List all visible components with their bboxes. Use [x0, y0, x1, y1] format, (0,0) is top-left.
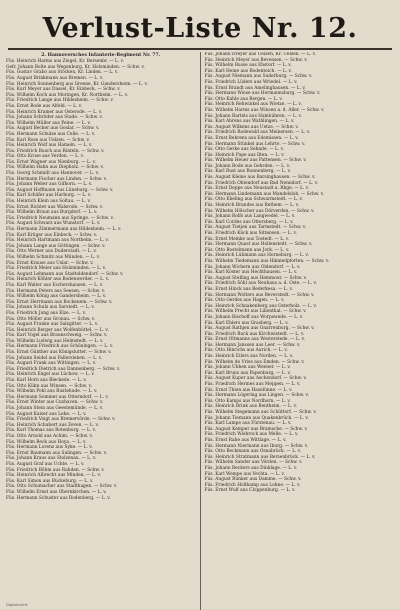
casualty-entry: Füs. Hermann Wiese aus Hermannsburg. — Schw. v. [204, 91, 321, 97]
casualty-entry: Füs. Otto Kühn aus Winsen. — Schw. v. [6, 383, 92, 389]
regiment-heading: 2. Hannoversches Infanterie-Regiment Nr. 77. [41, 53, 161, 58]
casualty-entry: Füs. Ernst Winter aus Cuxhaven. — Schw. v. [6, 400, 104, 406]
casualty-entry: Füs. Heinrich Brink aus Bentheim. — L. v. [204, 404, 298, 410]
casualty-entry: Füs. Johann Schröder aus Stade. — Schw. v. [6, 115, 103, 121]
casualty-entry: Füs. Ernst Bode aus Alfeld. — L. v. [6, 103, 83, 109]
casualty-entry: Füs. Karl Cordes aus Ottersberg. — L. v. [204, 219, 294, 225]
casualty-entry: Füs. Otto Kruse aus Verden. — L. v. [6, 154, 85, 160]
casualty-entry: Füs. Wilhelm de Vries aus Emden. — Schw. v. [204, 359, 305, 365]
casualty-entry: Füs. Hermann Zimmermann aus Hildesheim. — L. v. [6, 227, 122, 233]
casualty-entry: Füs. Friedrich Lange aus Hildesheim. — Schw. v. [6, 98, 114, 104]
casualty-entry: Füs. August Tietjen aus Tarmstedt. — Schw. v. [204, 225, 307, 231]
casualty-entry: Füs. Karl Ehlers aus Grasberg. — L. v. [204, 320, 289, 326]
casualty-entry: Füs. Wilhelm Pohl aus Buxtehude. — L. v. [6, 389, 98, 395]
casualty-entry: Füs. Hermann Niermann aus Iburg. — Schw. v. [204, 443, 309, 449]
casualty-entry: Füs. Johann Wichern aus Oldendorf. — L. v. [204, 264, 301, 270]
casualty-entry: Füs. Otto Möller aus Gronau. — Schw. v. [6, 316, 96, 322]
page-title: Verlust-Liste Nr. 12. [42, 13, 358, 44]
casualty-entry: Füs. Heinrich Klein aus Soltau. — L. v. [6, 199, 91, 205]
casualty-entry: Füs. Heinrich Kramer aus Osterode. — L. v. [6, 109, 103, 115]
title-rule [8, 48, 392, 50]
casualty-entry: Füs. Friedrich Rodewald aus Meinersen. — L. v. [204, 130, 311, 136]
casualty-entry: Füs. Otto Schumacher aus Stadthagen. — Schw. v. [6, 484, 118, 490]
casualty-entry: Füs. Heinrich Wolf aus Hameln. — L. v. [6, 143, 93, 149]
right-column [204, 52, 394, 610]
casualty-entry: Füs. Ernst Baumann aus Sulingen. — Schw. v. [6, 450, 107, 456]
casualty-entry: Füs. Otto Hinrichs aus Aurich. — L. v. [204, 348, 288, 354]
casualty-entry: Füs. Wilhelm Ludwig aus Helmstedt. — L. v. [6, 338, 104, 344]
casualty-entry: Füs. Wilhelm Koch aus Moringen, Kr. Northeim. — L. v. [6, 92, 128, 98]
casualty-entry: Füs. Karl Krüger aus Einbeck. — Schw. v. [6, 232, 98, 238]
left-column [6, 52, 196, 610]
casualty-entry: Füs. Ernst Meinke aus Tostedt. — L. v. [204, 236, 290, 242]
right-casualty-list [204, 52, 394, 494]
casualty-entry: Füs. Ernst Herrmann aus Bockenem. — Schw. v. [6, 299, 113, 305]
casualty-entry: Füs. Wilhelm Harms aus Winsen a. d. Aller. — Schw. v. [204, 107, 325, 113]
casualty-entry: Füs. August Bünker aus Damme. — Schw. v. [204, 477, 302, 483]
casualty-entry: Füs. Friedrich Ohlendorf aus Bad Nenndorf. — L. v. [204, 180, 319, 186]
casualty-entry: Füs. Heinrich Stratmann aus Bersenbrück. — L. v. [204, 454, 316, 460]
casualty-entry: Füs. August Stelling aus Hemmoor. — Schw. v. [204, 275, 307, 281]
casualty-entry: Füs. Wilhelm Tiedemann aus Himmelpforten. — Schw. v. [204, 258, 330, 264]
casualty-entry: Füs. August Kleine aus Barsinghausen. — Schw. v. [204, 175, 316, 181]
casualty-entry: Füs. Heinrich Brandes aus Rethem. — L. v. [204, 203, 300, 209]
casualty-entry: Füs. Friedrich Wiebrock aus Melle. — L. v. [204, 432, 299, 438]
casualty-entry: Füs. August Graf aus Uchte. — L. v. [6, 461, 85, 467]
casualty-entry: Füs. Wilhelm Heuer aus Pattensen. — Schw. v. [204, 158, 307, 164]
casualty-entry: Füs. Ernst Krause aus Uslar. — Schw. v. [6, 260, 94, 266]
casualty-entry: Füs. Otto Gerke aus Sehnde. — L. v. [204, 147, 284, 153]
casualty-entry: Füs. Ernst Wulf aus Cloppenburg. — L. v. [204, 488, 296, 494]
casualty-entry: Füs. Wilhelm Ernst aus Obernkirchen. — L. v. [6, 489, 107, 495]
casualty-entry: Füs. Wilhelm Müller aus Peine. — L. v. [6, 120, 91, 126]
casualty-entry: Füs. Johann Ubben aus Weener. — L. v. [204, 365, 291, 371]
casualty-entry: Füs. Johann Bode aus Gehrden. — L. v. [204, 163, 291, 169]
casualty-entry: Füs. Wilhelm Braun aus Burgdorf. — L. v. [6, 210, 98, 216]
casualty-entry: Füs. Hermann Quast aus Hollenstedt. — Schw. v. [204, 242, 313, 248]
casualty-entry: Füs. Hermann Fischer aus Linden. — Schw. v. [6, 176, 108, 182]
casualty-entry: Füs. Karl Wempe aus Vechta. — L. v. [204, 471, 285, 477]
casualty-entry: Füs. Ernst Rahe aus Wittlage. — L. v. [204, 437, 287, 443]
casualty-entry: Füs. Wilhelm Precht aus Lilienthal. — Schw. v. [204, 309, 307, 315]
casualty-entry: Füs. August Brinkmann aus Bremen. — L. v. [6, 75, 104, 81]
casualty-entry: Füs. Hermann Peters aus Seesen. — Schw. v. [6, 288, 105, 294]
casualty-entry: Füs. Heinrich Meyer aus Bevensen. — Schw. v. [204, 57, 308, 63]
casualty-entry: Füs. Heinrich Pape aus Ilten. — L. v. [204, 152, 285, 158]
casualty-entry: Füs. Wilhelm Busse aus Ebstorf. — L. v. [204, 63, 292, 69]
casualty-entry: Füs. Hermann Schulze aus Celle. — L. v. [6, 131, 96, 137]
casualty-entry: Füs. Heinrich Albrecht aus Minden. — L. v. [6, 473, 101, 479]
casualty-entry: Füs. Hermann Schuster aus Rodenberg. — L. v. [6, 495, 111, 501]
casualty-entry: Füs. Hermann Wolters aus Beverstedt. — Schw. v. [204, 292, 315, 298]
left-casualty-list [6, 59, 196, 501]
casualty-entry: Füs. Wilhelm Schmitz aus Münden. — L. v. [6, 254, 100, 260]
casualty-entry: Füs. Karl Bruns aus Papenburg. — L. v. [204, 370, 291, 376]
casualty-entry: Füs. Ernst Brandt aus Amelinghausen. — L. v. [204, 85, 306, 91]
casualty-entry: Füs. Heinrich Schubert aus Zeven. — L. v. [6, 422, 99, 428]
casualty-entry: Füs. Friedrich Hermes aus Meppen. — L. v. [204, 382, 301, 388]
casualty-entry: Füs. Ernst Wagner aus Nienburg. — L. v. [6, 159, 96, 165]
casualty-entry: Füs. Karl Köster aus Hechthausen. — L. v. [204, 270, 298, 276]
casualty-entry: Füs. August Schwarz aus Wunstorf. — L. v. [6, 221, 101, 227]
casualty-entry: Füs. Friedrich Meier aus Holzminden. — L. v. [6, 266, 107, 272]
casualty-entry: Füs. Ernst Behrens aus Edemissen. — L. v. [204, 135, 299, 141]
casualty-entry: Füs. Friedrich Jung aus Elze. — L. v. [6, 310, 87, 316]
casualty-entry: Füs. August Kuper aus Aschendorf. — Schw. v. [204, 376, 307, 382]
casualty-entry: Füs. Hermann Janssen aus Leer. — Schw. v. [204, 342, 301, 348]
casualty-entry: Füs. Friedrich Dietrich aus Dannenberg. — Schw. v. [6, 366, 121, 372]
casualty-entry: Füs. Karl Lampe aus Fürstenau. — L. v. [204, 421, 292, 427]
casualty-entry: Füs. Karl Rose aus Uelzen. — Schw. v. [6, 137, 90, 143]
casualty-entry: Füs. Friedrich Neumann aus Springe. — Schw. v. [6, 215, 114, 221]
casualty-entry: Füs. Otto Bostelmann aus Jork. — L. v. [204, 247, 290, 253]
casualty-entry: Füs. Ernst Thien aus Haselünne. — L. v. [204, 387, 293, 393]
casualty-entry: Füs. Otto Arnold aus Achim. — Schw. v. [6, 433, 93, 439]
casualty-entry: Füs. Georg Schmidt aus Hannover. — L. v. [6, 171, 99, 177]
casualty-entry: Füs. Heinrich Engel aus Lüchow. — L. v. [6, 372, 95, 378]
casualty-entry: Füs. Friedrich Lüders aus Wriedel. — L. v. [204, 79, 298, 85]
casualty-entry: Füs. Heinrich Rehwinkel aus Wietze. — L. v. [204, 102, 302, 108]
casualty-entry: Füs. Hermann Lindemann aus Mandelsloh. — Schw. v. [204, 191, 325, 197]
casualty-entry: Füs. Ernst Günther aus Königslutter. — Schw. v. [6, 350, 112, 356]
casualty-entry: Füs. Johann Weber aus Gifhorn. — L. v. [6, 182, 93, 188]
casualty-entry: Füs. August Kemper aus Bramsche. — Schw. v. [204, 426, 308, 432]
casualty-entry: Füs. Friedrich Buck aus Kirchwistedt. — L. v. [204, 331, 305, 337]
casualty-entry: Füs. Hermann Lorenz aus Syke. — L. v. [6, 445, 93, 451]
casualty-entry: Füs. Heinrich Berger aus Wolfenbüttel. — L. v. [6, 327, 109, 333]
casualty-entry: Füs. August Becker aus Goslar. — Schw. v. [6, 126, 100, 132]
casualty-entry: Füs. Heinrich Schnakenberg aus Osterholz. — L. v. [204, 303, 317, 309]
casualty-entry: Füs. August Kaiser aus Lehe. — L. v. [6, 411, 87, 417]
casualty-entry: Füs. August Wilkens aus Uetze. — Schw. v. [204, 124, 299, 130]
casualty-entry: Gefr. Johann Bolte aus Wegenburg, Kr. Holzminden. — Schw. v. [6, 64, 145, 70]
casualty-entry: Füs. August Niemann aus Suderburg. — Schw. v. [204, 74, 313, 80]
casualty-entry: Füs. Hermann Friedrich aus Schöningen. — L. v. [6, 344, 114, 350]
casualty-entry: Füs. Karl Meyer aus Dassel, Kr. Einbeck. — Schw. v. [6, 87, 121, 93]
casualty-entry: Füs. Otto Kamps aus Nordhorn. — L. v. [204, 398, 291, 404]
column-divider [200, 52, 201, 610]
casualty-entry: Füs. Wilhelm Sander aus Vörden. — Schw. v. [204, 460, 303, 466]
casualty-entry: Füs. Johann Bischoff aus Worpswede. — L. v. [204, 314, 304, 320]
casualty-entry: Füs. Ernst Deppe aus Neustadt a. Rbge. — L. v. [204, 186, 310, 192]
casualty-entry: Füs. Friedrich Böhm aus Rahden. — Schw. v. [6, 467, 105, 473]
casualty-entry: Füs. Otto Ebeling aus Schwarmstedt. — L. v. [204, 197, 303, 203]
casualty-entry: Füs. Hermann Sommer aus Otterndorf. — L. v. [6, 394, 109, 400]
casualty-entry: Füs. Ernst Oltmanns aus Westerstede. — L. v. [204, 337, 305, 343]
casualty-entry: Füs. Otto Werner aus Duderstadt. — L. v. [6, 249, 97, 255]
casualty-entry: Füs. Hermann Stünkel aus Lehrte. — Schw. v. [204, 141, 306, 147]
casualty-entry: Füs. Johann Reckers aus Dinklage. — L. v. [204, 465, 298, 471]
casualty-entry: Füs. Hermann Lögering aus Lingen. — Schw. v. [204, 393, 309, 399]
casualty-entry: Füs. August Hoffmann aus Lüneburg. — Schw. v. [6, 187, 114, 193]
casualty-entry: Füs. Karl Horn aus Bleckede. — L. v. [6, 378, 87, 384]
casualty-entry: Füs. Friedrich Söhl aus Neuhaus a. d. Oste. — L. v. [204, 281, 317, 287]
casualty-entry: Füs. Friedrich Busch aus Rinteln. — Schw. v. [6, 148, 105, 154]
casualty-entry: Füs. Johann Bartels aus Hambühren. — L. v. [204, 113, 302, 119]
casualty-entry: Füs. Karl Simon aus Bückeburg. — L. v. [6, 478, 94, 484]
casualty-entry: Füs. Karl Heine aus Bodenteich. — L. v. [204, 68, 292, 74]
casualty-entry: Füs. Heinrich Köhler aus Bodenwerder. — L. v. [6, 277, 110, 283]
casualty-entry: Füs. Wilhelm Hölscher aus Dörverden. — Schw. v. [204, 208, 315, 214]
casualty-entry: Füs. Friedrich Voigt aus Bremervörde. — Schw. v. [6, 417, 116, 423]
casualty-entry: Füs. Johann Seidel aus Fallersleben. — L. v. [6, 355, 103, 361]
casualty-entry: Füs. Wilhelm Beck aus Hoya. — L. v. [6, 439, 87, 445]
casualty-entry: Füs. Karl Thomas aus Rotenburg. — L. v. [6, 428, 96, 434]
casualty-entry: Füs. August Lehmann aus Stadtoldendorf. — Schw. v. [6, 271, 124, 277]
casualty-entry: Füs. Heinrich Lühmann aus Horneburg. — L. v. [204, 253, 309, 259]
casualty-entry: Füs. Heinrich Eilers aus Norden. — L. v. [204, 354, 294, 360]
casualty-entry: Füs. Karl Walter aus Eschershausen. — L. v. [6, 282, 104, 288]
casualty-entry: Füs. Gustav Grabo aus Stöcken, Kr. Linden. — L. v. [6, 70, 119, 76]
casualty-entry: Füs. Wilhelm Stegemann aus Schüttorf. — Schw. v. [204, 410, 317, 415]
casualty-entry: Füs. August Rathjen aus Gnarrenburg. — Schw. v. [204, 326, 315, 332]
casualty-entry: Füs. Heinrich Harms aus Ziegel, Kr. Bersenbr. — L. v. [6, 59, 124, 65]
casualty-entry: Füs. Otto Kahle aus Bergen. — L. v. [204, 96, 283, 102]
casualty-entry: Füs. Johann Dreyer aus Uelzen, Kr. Uelzen. — L. v. [204, 52, 316, 57]
casualty-entry: Füs. August Frank aus Wittingen. — L. v. [6, 361, 97, 367]
casualty-entry: Füs. Johann Stein aus Geestemünde. — L. v. [6, 406, 104, 412]
casualty-entry: Füs. Wilhelm Hahn aus Diepholz. — Schw. v. [6, 165, 104, 171]
casualty-entry: Füs. Ernst Hinck aus Bederkesa. — L. v. [204, 286, 293, 292]
casualty-entry: Füs. Heinrich Hartmann aus Northeim. — L. v. [6, 238, 109, 244]
casualty-entry: Füs. Johann Tiemann aus Quakenbrück. — L. v. [204, 415, 309, 421]
digitization-footer: Digitalisiert [6, 602, 28, 607]
columns [6, 52, 394, 610]
casualty-entry: Füs. Karl Rust aus Ronnenberg. — L. v. [204, 169, 291, 175]
casualty-entry: Füs. Johann Schulz aus Sarstedt. — L. v. [6, 305, 95, 311]
casualty-entry: Füs. Otto Gerdes aus Hagen. — L. v. [204, 298, 285, 304]
casualty-entry: Füs. Ernst Richter aus Walsrode. — Schw. v. [6, 204, 104, 210]
casualty-entry: Füs. Karl Ahrens aus Wathlingen. — L. v. [204, 119, 295, 125]
casualty-entry: Füs. Johann Kraus aus Stolzenau. — L. v. [6, 456, 97, 462]
casualty-entry: Füs. Johann Lange aus Göttingen. — Schw. v. [6, 243, 106, 249]
casualty-entry: Füs. Friedrich Kück aus Sittensen. — L. v. [204, 231, 297, 236]
casualty-entry: Füs. Otto Beckmann aus Osnabrück. — L. v. [204, 449, 302, 455]
casualty-entry: Füs. August Franke aus Salzgitter. — L. v. [6, 322, 99, 328]
casualty-entry: Füs. Heinrich Sonnenberg aus Greene, Kr. Gandersheim. — L. v. [6, 81, 148, 87]
casualty-entry: Füs. Friedrich Holtkamp aus Lohne. — L. v. [204, 482, 301, 488]
casualty-entry: Füs. Wilhelm König aus Gandersheim. — L. v. [6, 294, 107, 300]
casualty-entry: Füs. Karl Vogel aus Braunschweig. — Schw. v. [6, 333, 108, 339]
casualty-entry: Füs. Johann Rolfs aus Langwedel. — L. v. [204, 214, 296, 220]
casualty-entry: Füs. Karl Schäfer aus Harburg. — L. v. [6, 193, 92, 199]
